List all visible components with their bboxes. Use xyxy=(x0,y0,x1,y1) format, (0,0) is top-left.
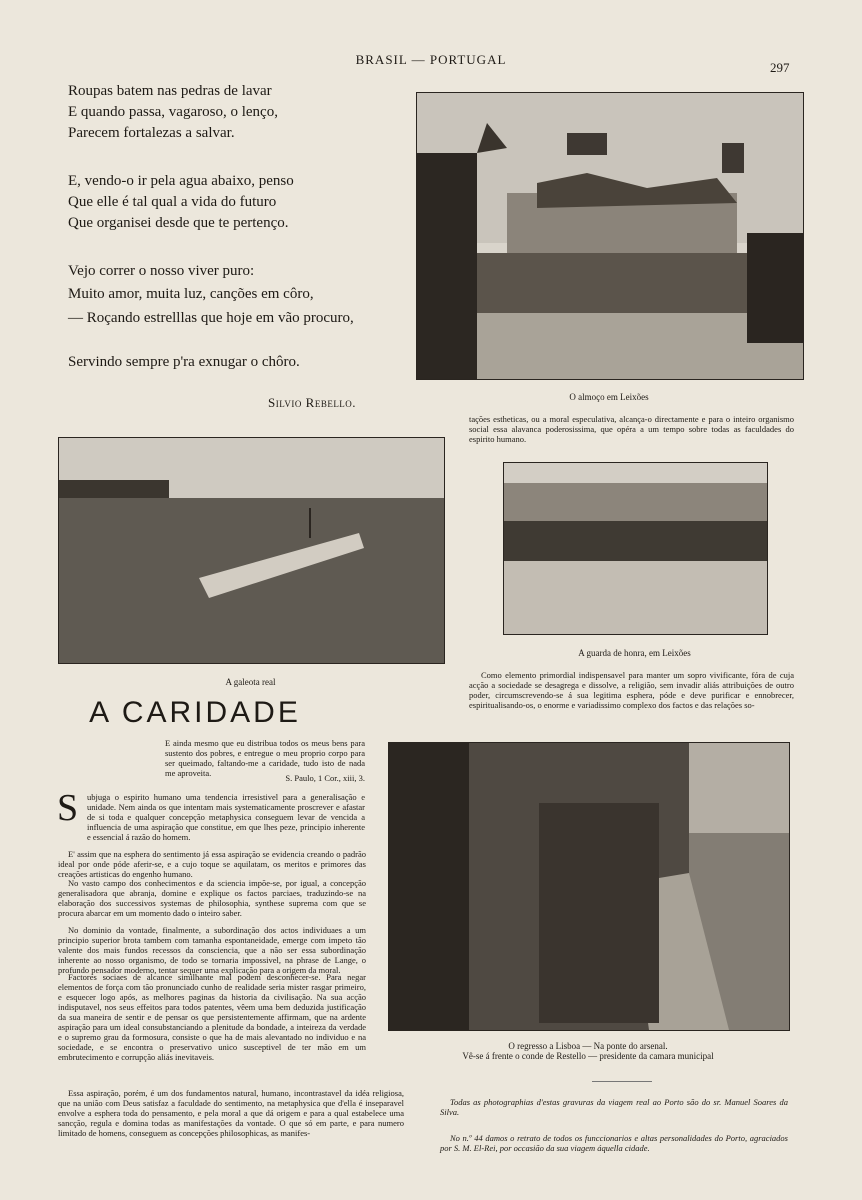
article-paragraph-1: ubjuga o espirito humano uma tendencia irresistivel para a generalisação e unidade. Nem ainda os que intentam mais systematicamente proscrever e afastar de si toda e qualquer concepção metaphysica conseguem levar de vencida a influencia de uma aspiração que constitue, em que lhes peze, principio inherente e essencial á razão do homem. xyxy=(87,792,365,842)
article-paragraph-4: No dominio da vontade, finalmente, a subordinação dos actos individuaes a um principio superior brota tambem com tamanha espontaneidade, emerge com impeto tão valente dos mais fundos recessos da consciencia, que a não ser essa subordinação inherente ao nosso organismo, de todo se tornaria impossivel, na phrase de Lange, o profundo pensador moderno, tentar sequer uma explicação para a origem da moral. xyxy=(58,925,366,975)
article-paragraph-5: Factores sociaes de alcance similhante mal podem desconhecer-se. Para negar elementos de força com tão pronunciado cunho de realidade seria mister rasgar primeiro, e esquecer logo após, as melhores paginas da historia da civilisação. Na sua acção indisputavel, nos seus effeitos para todos patentes, vêem uma bem deduzida justificação da sua maneira de sentir e de pensar os que persistentemente affirmam, que na ardente aspiração para um ideal consubstanciando a plenitude da bondade, a inteireza da verdade e o supremo grau da formosura, consiste o que ha de mais alevantado no individuo e na sociedade, e se encontra o preservativo unico susceptivel de ter mão em um embrutecimento e corrupção aliás inevitaveis. xyxy=(58,972,366,1062)
epigraph: E ainda mesmo que eu distribua todos os meus bens para sustento dos pobres, e entregue o meu proprio corpo para ser queimado, faltando-me a caridade, tudo isto de nada me aproveita. xyxy=(165,738,365,778)
caption-regresso-2: Vê-se á frente o conde de Restello — presidente da camara municipal xyxy=(462,1051,714,1061)
poem-line: Parecem fortalezas a salvar. xyxy=(68,125,235,141)
poem-line: Muito amor, muita luz, canções em côro, xyxy=(68,286,314,302)
page-number: 297 xyxy=(770,60,790,75)
photo-galeota-real xyxy=(58,437,445,664)
caption-guarda: A guarda de honra, em Leixões xyxy=(578,648,691,658)
poem-line: E, vendo-o ir pela agua abaixo, penso xyxy=(68,173,294,189)
photo-almoco-leixoes xyxy=(416,92,804,380)
photo-guarda-honra xyxy=(503,462,768,635)
poem-line: Que elle é tal qual a vida do futuro xyxy=(68,194,277,210)
article-paragraph-1-start xyxy=(87,792,365,842)
poem-line: Que organisei desde que te pertenço. xyxy=(68,215,289,231)
photo-regresso-lisboa xyxy=(388,742,790,1031)
article-paragraph-3: No vasto campo dos conhecimentos e da sciencia impõe-se, por igual, a concepção generalisadora que abranja, domine e explique os factos parciaes, traduzindo-se na elaboração dos successivos systemas de philosophia, synthese suprema com que se procura abarcar em um momento dado o inteiro saber. xyxy=(58,878,366,918)
drop-cap: S xyxy=(57,787,79,829)
caption-galeota: A galeota real xyxy=(225,677,276,687)
article-paragraph-2: E' assim que na esphera do sentimento já essa aspiração se evidencia creando o padrão ideal por onde póde aferir-se, e a cujo toque se aquilatam, os meritos e primores das creações artisticas do engenho humano. xyxy=(58,849,366,879)
poem-line: Vejo correr o nosso viver puro: xyxy=(68,263,255,279)
poem-line: Roupas batem nas pedras de lavar xyxy=(68,83,272,99)
footnote-divider xyxy=(592,1081,652,1082)
paragraph-right-mid: Como elemento primordial indispensavel para manter um sopro vivificante, fóra de cuja acção a sociedade se desagrega e dissolve, a religião, sem invadir aliás attribuições de outro poder, circumscrevendo-se á sua legitima esphera, póde e deve purificar e ennobrecer, espiritualisando-os, o enorme e variadissimo complexo dos factos e das relações so- xyxy=(469,670,794,710)
poem-line: — Roçando estrelllas que hoje em vão procuro, xyxy=(68,310,354,326)
poem-line: E quando passa, vagaroso, o lenço, xyxy=(68,104,278,120)
poem-author: Silvio Rebello. xyxy=(268,395,357,410)
epigraph-source: S. Paulo, 1 Cor., xiii, 3. xyxy=(285,773,365,783)
caption-regresso-1: O regresso a Lisboa — Na ponte do arsenal. xyxy=(508,1041,668,1051)
paragraph-right-top: tações estheticas, ou a moral especulativa, alcança-o directamente e para o inteiro organismo social essa alavanca poderosissima, que opéra a um tempo sobre todas as faculdades do espirito humano. xyxy=(469,414,794,444)
poem-line: Servindo sempre p'ra exnugar o chôro. xyxy=(68,354,300,370)
article-paragraph-6: Essa aspiração, porém, é um dos fundamentos natural, humano, incontrastavel da idéa religiosa, que na união com Deus satisfaz a faculdade do sentimento, na metaphysica que d'ella é inseparavel envolve a esphera toda do pensamento, e pela moral a que dá origem e para a qual estabelece uma sancção, regula e domina todas as manifestações da vontade. O que só em parte, e para numero limitado de homens, conseguem as concepções philosophicas, as manifes- xyxy=(58,1088,404,1138)
running-header: BRASIL — PORTUGAL xyxy=(355,52,507,67)
footnote-2: No n.º 44 damos o retrato de todos os funccionarios e altas personalidades do Porto, agraciados por S. M. El-Rei, por occasião da sua viagem áquella cidade. xyxy=(440,1133,788,1153)
footnote-1: Todas as photographias d'estas gravuras da viagem real ao Porto são do sr. Manuel Soares da Silva. xyxy=(440,1097,788,1117)
caption-almoco: O almoço em Leixões xyxy=(569,392,649,402)
article-title: A CARIDADE xyxy=(89,696,301,729)
